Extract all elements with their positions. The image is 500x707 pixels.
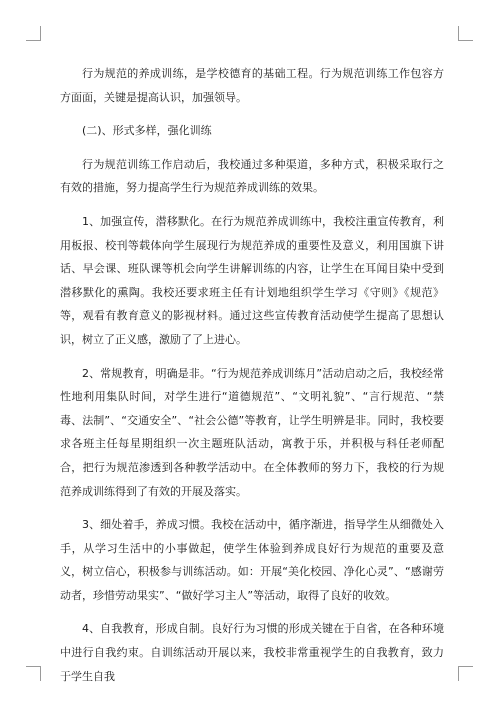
paragraph-point-4: 4、自我教育，形成自制。良好行为习惯的形成关键在于自省，在各种环境中进行自我约束。自训练活动开展以来，我校非常重视学生的自我教育，致力于学生自我 (60, 622, 444, 683)
paragraph-point-3: 3、细处着手，养成习惯。我校在活动中，循序渐进，指导学生从细微处入手，从学习生活中的小事做起，使学生体验到养成良好行为规范的重要及意义，树立信心，积极参与训练活动。如：开展“美化校园、净化心灵”、“感谢劳动者，珍惜劳动果实”、“做好学习主人”等活动，取得了良好的收效。 (60, 518, 444, 602)
crop-mark-top-left (26, 26, 41, 41)
document-body (60, 62, 444, 698)
paragraph-point-1: 1、加强宣传，潜移默化。在行为规范养成训练中，我校注重宣传教育，利用板报、校刊等载体向学生展现行为规范养成的重要性及意义，利用国旗下讲话、早会课、班队课等机会向学生讲解训练的内容，让学生在耳闻目染中受到潜移默化的熏陶。我校还要求班主任有计划地组织学生学习《守则》《规范》等，观看有教育意义的影视材料。通过这些宣传教育活动使学生提高了思想认识，树立了正义感，激励了了上进心。 (60, 214, 444, 346)
crop-mark-bottom-left (26, 666, 41, 681)
section-heading: (二)、形式多样，强化训练 (82, 124, 212, 138)
paragraph-intro: 行为规范的养成训练，是学校德育的基础工程。行为规范训练工作包容方方面面，关键是提高认识，加强领导。 (60, 67, 444, 104)
paragraph-overview: 行为规范训练工作启动后，我校通过多种渠道，多种方式，积极采取行之有效的措施，努力提高学生行为规范养成训练的效果。 (60, 157, 444, 195)
paragraph-point-2: 2、常规教育，明确是非。“行为规范养成训练月”活动启动之后，我校经常性地利用集队时间，对学生进行“道德规范”、“文明礼貌”、“言行规范、“禁毒、法制”、“交通安全”、“社会公德”等教育，让学生明辨是非。同时，我校要求各班主任每星期组织一次主题班队活动，寓教于乐，并积极与科任老师配合，把行为规范渗透到各种教学活动中。在全体教师的努力下，我校的行为规范养成训练得到了有效的开展及落实。 (60, 366, 444, 498)
crop-mark-bottom-right (458, 666, 473, 681)
crop-mark-top-right (458, 26, 473, 41)
